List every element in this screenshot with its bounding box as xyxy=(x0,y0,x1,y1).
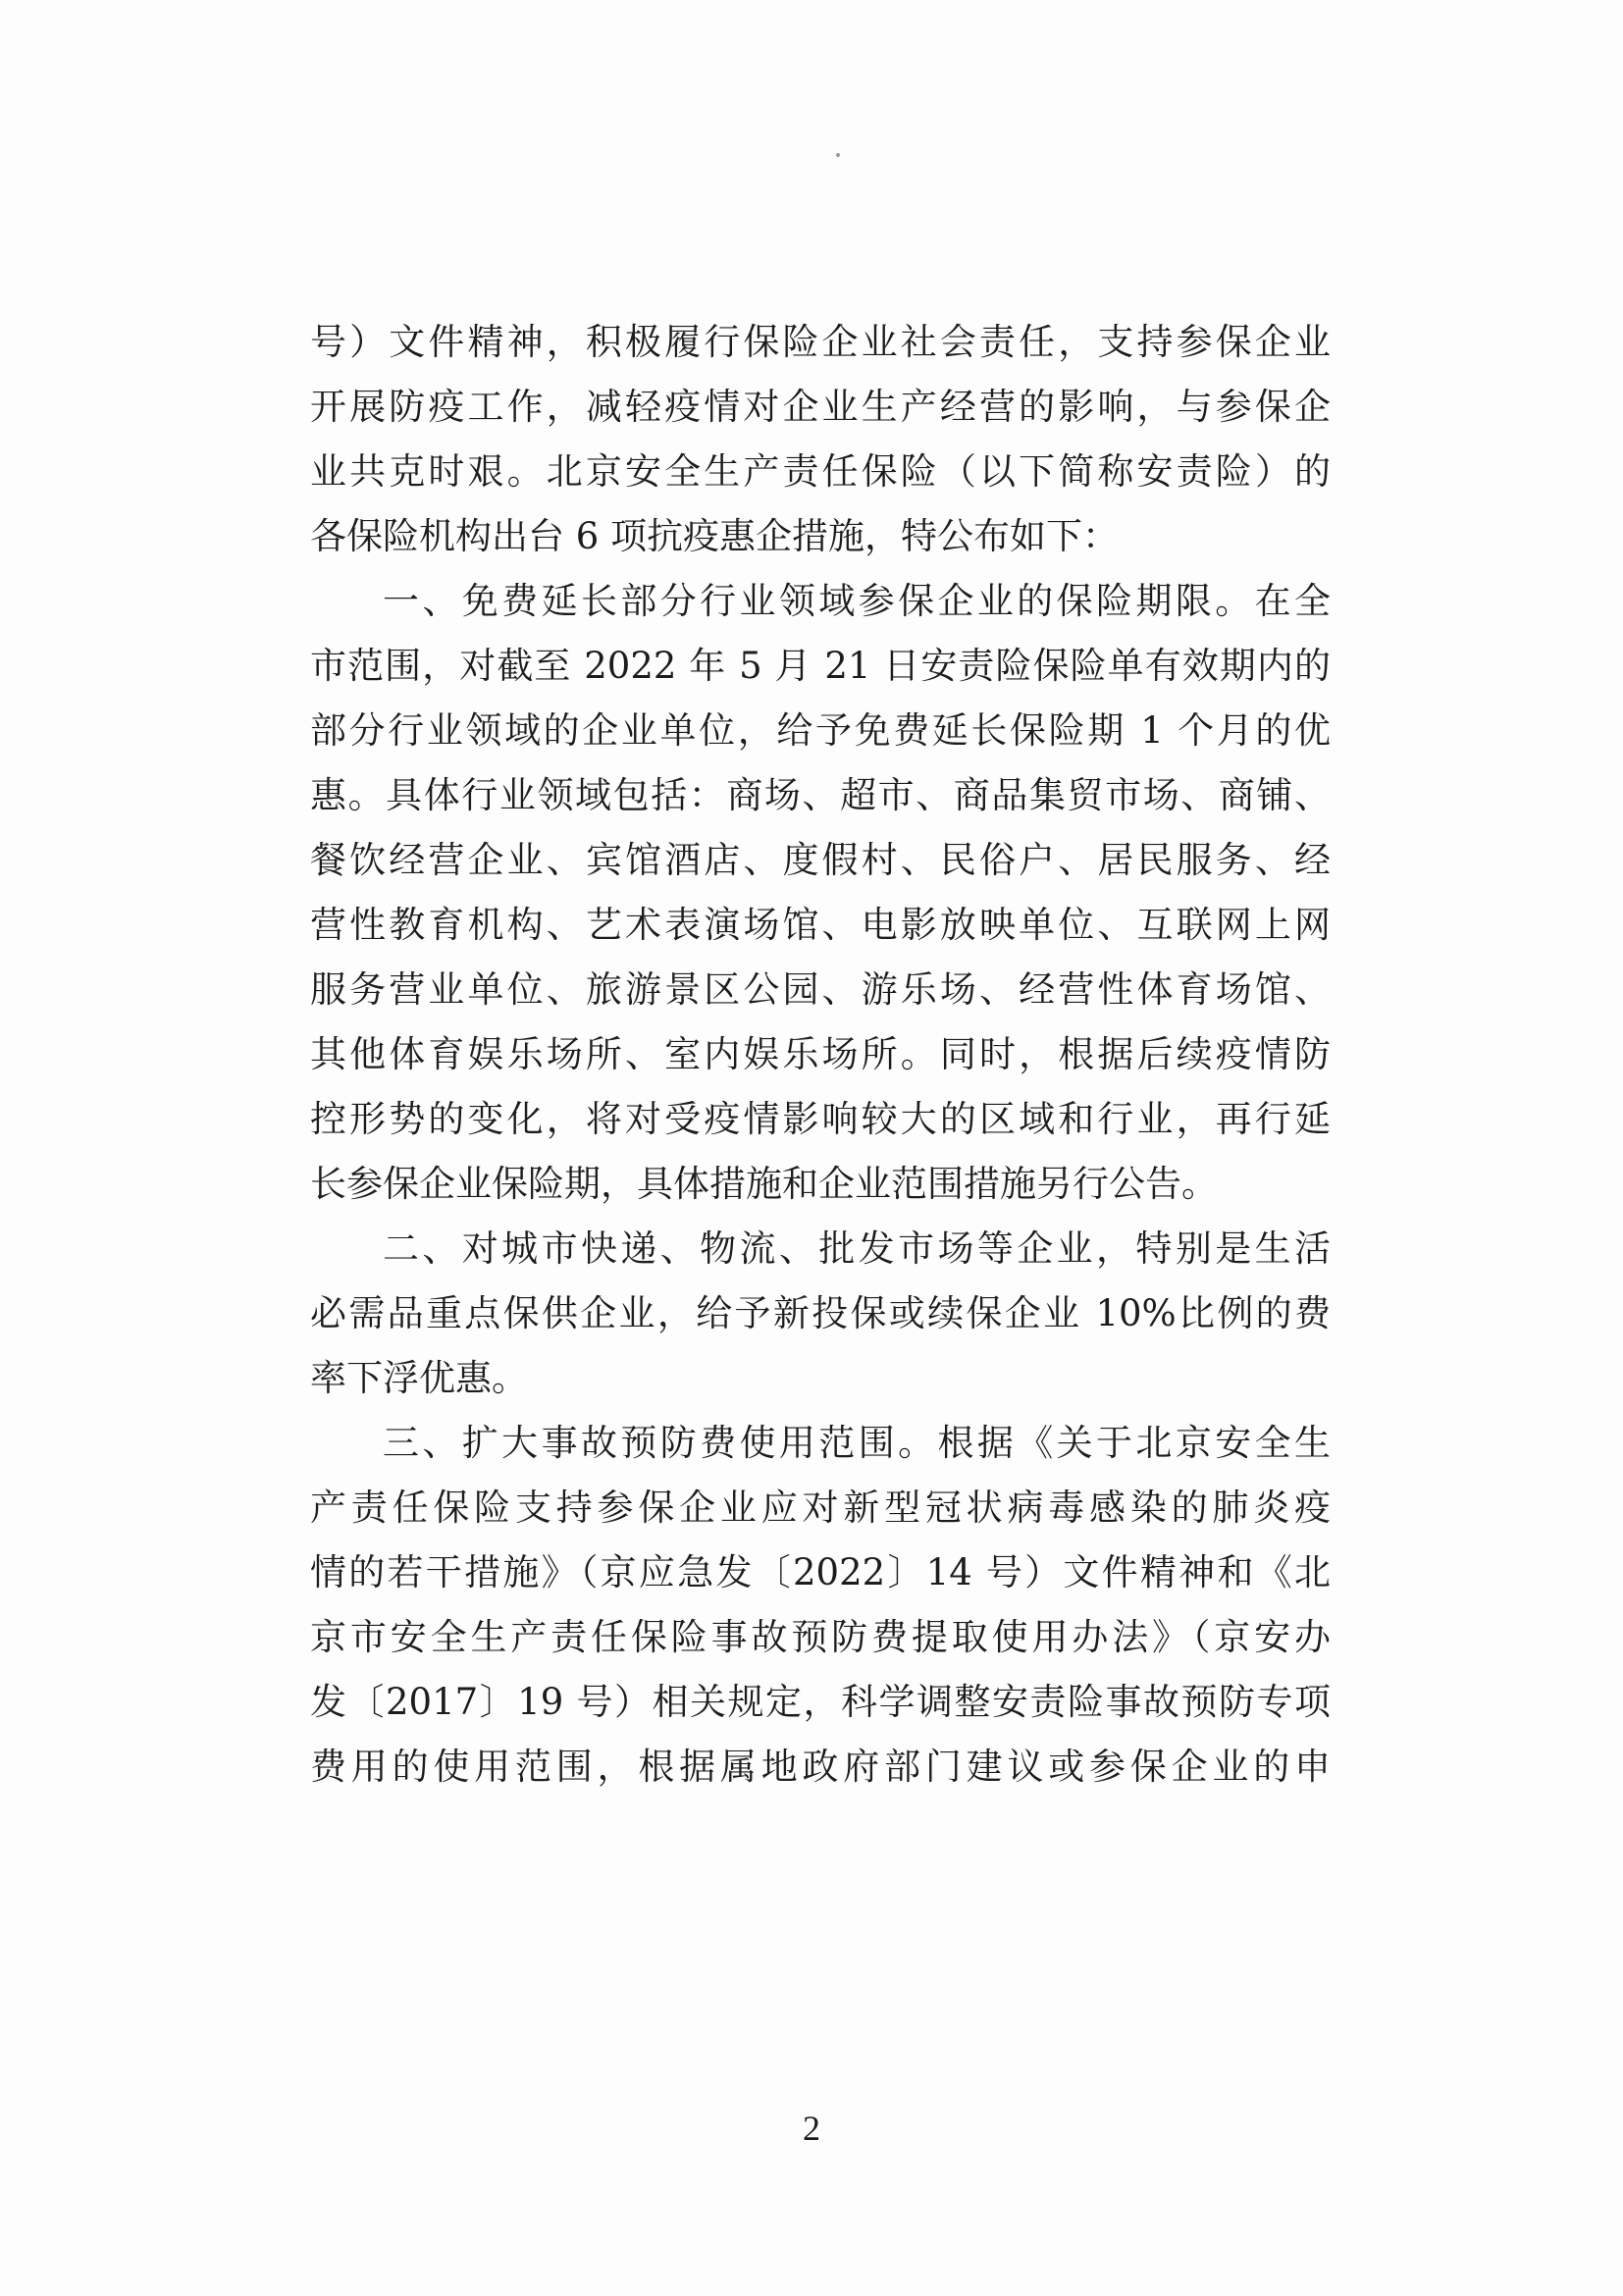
text-line: 京市安全生产责任保险事故预防费提取使用办法》（京安办 xyxy=(310,1616,1331,1658)
text-line: 市范围，对截至 2022 年 5 月 21 日安责险保险单有效期内的 xyxy=(310,645,1331,687)
document-body xyxy=(310,310,1331,1800)
page-number: 2 xyxy=(803,2109,820,2148)
text-line: 惠。具体行业领域包括：商场、超市、商品集贸市场、商铺、 xyxy=(310,774,1331,816)
text-line: 三、扩大事故预防费使用范围。根据《关于北京安全生 xyxy=(383,1422,1331,1464)
text-line: 业共克时艰。北京安全生产责任保险（以下简称安责险）的 xyxy=(310,450,1331,493)
text-line: 部分行业领域的企业单位，给予免费延长保险期 1 个月的优 xyxy=(310,709,1331,752)
text-line: 发〔2017〕19 号）相关规定，科学调整安责险事故预防专项 xyxy=(310,1681,1331,1723)
text-line: 餐饮经营企业、宾馆酒店、度假村、民俗户、居民服务、经 xyxy=(310,839,1331,881)
text-line: 情的若干措施》（京应急发〔2022〕14 号）文件精神和《北 xyxy=(310,1551,1331,1593)
text-line: 控形势的变化，将对受疫情影响较大的区域和行业，再行延 xyxy=(310,1098,1331,1140)
text-line: 各保险机构出台 6 项抗疫惠企措施，特公布如下： xyxy=(310,515,1120,557)
text-line: 长参保企业保险期，具体措施和企业范围措施另行公告。 xyxy=(310,1163,1218,1205)
text-line: 必需品重点保供企业，给予新投保或续保企业 10%比例的费 xyxy=(310,1292,1331,1334)
text-line: 率下浮优惠。 xyxy=(310,1357,528,1399)
text-line: 服务营业单位、旅游景区公园、游乐场、经营性体育场馆、 xyxy=(310,968,1331,1011)
text-line: 号）文件精神，积极履行保险企业社会责任，支持参保企业 xyxy=(310,321,1331,363)
text-line: 其他体育娱乐场所、室内娱乐场所。同时，根据后续疫情防 xyxy=(310,1033,1331,1075)
text-line: 开展防疫工作，减轻疫情对企业生产经营的影响，与参保企 xyxy=(310,386,1331,428)
text-line: 二、对城市快递、物流、批发市场等企业，特别是生活 xyxy=(383,1227,1331,1270)
text-line: 营性教育机构、艺术表演场馆、电影放映单位、互联网上网 xyxy=(310,904,1331,946)
text-line: 费用的使用范围，根据属地政府部门建议或参保企业的申 xyxy=(310,1746,1331,1788)
text-line: 产责任保险支持参保企业应对新型冠状病毒感染的肺炎疫 xyxy=(310,1487,1331,1529)
text-line: 一、免费延长部分行业领域参保企业的保险期限。在全 xyxy=(383,580,1331,622)
scan-speck xyxy=(836,153,840,157)
